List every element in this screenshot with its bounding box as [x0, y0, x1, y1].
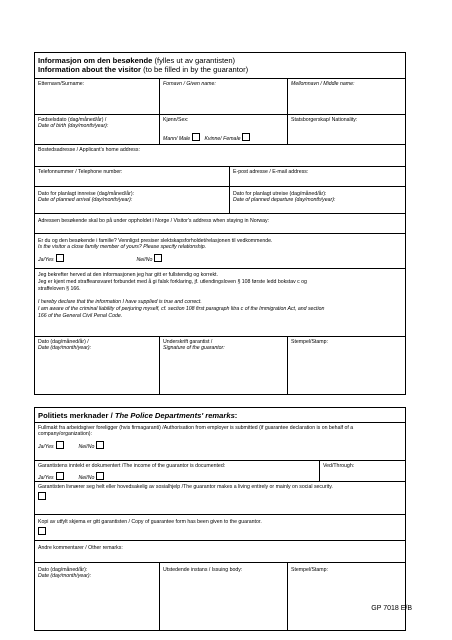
declaration-date-field[interactable]: Dato (dag/måned/år) / Date (day/month/year):	[38, 339, 92, 352]
female-checkbox[interactable]	[242, 133, 250, 141]
family-yes-checkbox[interactable]	[56, 254, 64, 262]
sex-field: Kjønn/Sex: Mann/ Male Kvinne/ Female	[159, 115, 287, 144]
police-signature-row	[34, 563, 406, 631]
contact-row	[34, 167, 406, 187]
police-section-header: Politiets merknader / The Police Departments' remarks:	[34, 407, 406, 423]
issuing-body-field[interactable]: Utstedende instans / Issuing body:	[159, 563, 287, 630]
verified-through-field[interactable]: Ved/Through:	[319, 461, 405, 481]
nationality-field[interactable]: Statsborgerskap/ Nationality:	[287, 115, 405, 144]
visitor-title-en: Information about the visitor	[38, 65, 141, 74]
section-spacer	[34, 395, 406, 407]
male-checkbox[interactable]	[192, 133, 200, 141]
welfare-checkbox[interactable]	[38, 492, 46, 500]
family-row: Er du og den besøkende i familie? Vennligst presiser slektskapsforholdet/relasjonen til vedkommende. Is the visitor a close family member of yours? Please specify relationship. Ja/Yes Nei/No	[34, 234, 406, 269]
guarantee-form	[34, 52, 406, 631]
phone-field[interactable]: Telefonnummer / Telephone number:	[38, 169, 123, 175]
arrival-date-field[interactable]: Dato for planlagt innreise (dag/måned/år): Date of planned arrival (day/month/year):	[38, 191, 135, 204]
police-date-field[interactable]: Dato (dag/måned/år): Date (day/month/year):	[38, 567, 92, 580]
visitor-section-header: Informasjon om den besøkende (fylles ut av garantisten) Information about the visitor (to be filled in by the guarantor)	[34, 52, 406, 79]
name-row	[34, 79, 406, 115]
income-yes-checkbox[interactable]	[56, 472, 64, 480]
visitor-title-no: Informasjon om den besøkende	[38, 56, 153, 65]
authorization-no-checkbox[interactable]	[96, 441, 104, 449]
stay-address-field[interactable]: Adressen besøkende skal bo på under oppholdet i Norge / Visitor's address when staying in Norway:	[34, 214, 406, 234]
copy-row: Kopi av utfylt skjema er gitt garantisten / Copy of guarantee form has been given to the guarantor.	[34, 515, 406, 541]
declaration-block: Jeg bekrefter herved at den informasjonen jeg har gitt er fullstendig og korrekt. Jeg er kjent med straffeansvaret forbundet med å gi falsk forklaring, jf. utlendingsloven § 108 første ledd bokstav c og straffeloven § 166. I hereby declare that the information I have supplied is true and correct. I am aware of the criminal liability of perjuring myself, cf. section 108 first paragraph litra c of the Immigration Act, and section 166 of the General Civil Penal Code.	[34, 269, 406, 337]
income-no-checkbox[interactable]	[96, 472, 104, 480]
authorization-yes-checkbox[interactable]	[56, 441, 64, 449]
given-name-field[interactable]: Fornavn / Given name:	[159, 79, 287, 114]
other-remarks-field[interactable]: Andre kommentarer / Other remarks:	[34, 541, 406, 563]
dob-field[interactable]: Fødselsdato (dag/måned/år) / Date of birth (day/month/year):	[38, 117, 109, 130]
middle-name-field[interactable]: Mellomnavn / Middle name:	[287, 79, 405, 114]
travel-dates-row	[34, 187, 406, 214]
form-code: GP 7018 E/B	[371, 605, 412, 612]
police-title-no: Politiets merknader /	[38, 411, 115, 420]
authorization-row: Fullmakt fra arbeidsgiver foreligger (hvis firmagaranti) /Authorisation from employer is submitted (if guarantee declaration is on behalf of a company/organization): Ja/Yes Nei/No	[34, 423, 406, 461]
dob-sex-row	[34, 115, 406, 145]
email-field[interactable]: E-post adresse / E-mail address:	[229, 167, 405, 186]
family-no-checkbox[interactable]	[154, 254, 162, 262]
signature-row	[34, 337, 406, 395]
guarantor-signature-field[interactable]: Underskrift garantist / Signature of the guarantor:	[159, 337, 287, 394]
departure-date-field[interactable]: Dato for planlagt utreise (dag/måned/år): Date of planned departure (day/month/year):	[229, 187, 405, 213]
police-stamp-field: Stempel/Stamp:	[287, 563, 405, 630]
copy-checkbox[interactable]	[38, 527, 46, 535]
home-address-field[interactable]: Bostedsadresse / Applicant's home address:	[34, 145, 406, 167]
income-row: Garantistens inntekt er dokumentert /The income of the guarantor is documented: Ja/Yes Nei/No Ved/Through:	[34, 461, 406, 482]
surname-field[interactable]: Etternavn/Surname:	[38, 81, 85, 87]
guarantor-stamp-field: Stempel/Stamp:	[287, 337, 405, 394]
welfare-row: Garantisten livnærer seg helt eller hovedsakelig av sosialhjelp /The guarantor makes a living entirely or mainly on social security.	[34, 482, 406, 515]
